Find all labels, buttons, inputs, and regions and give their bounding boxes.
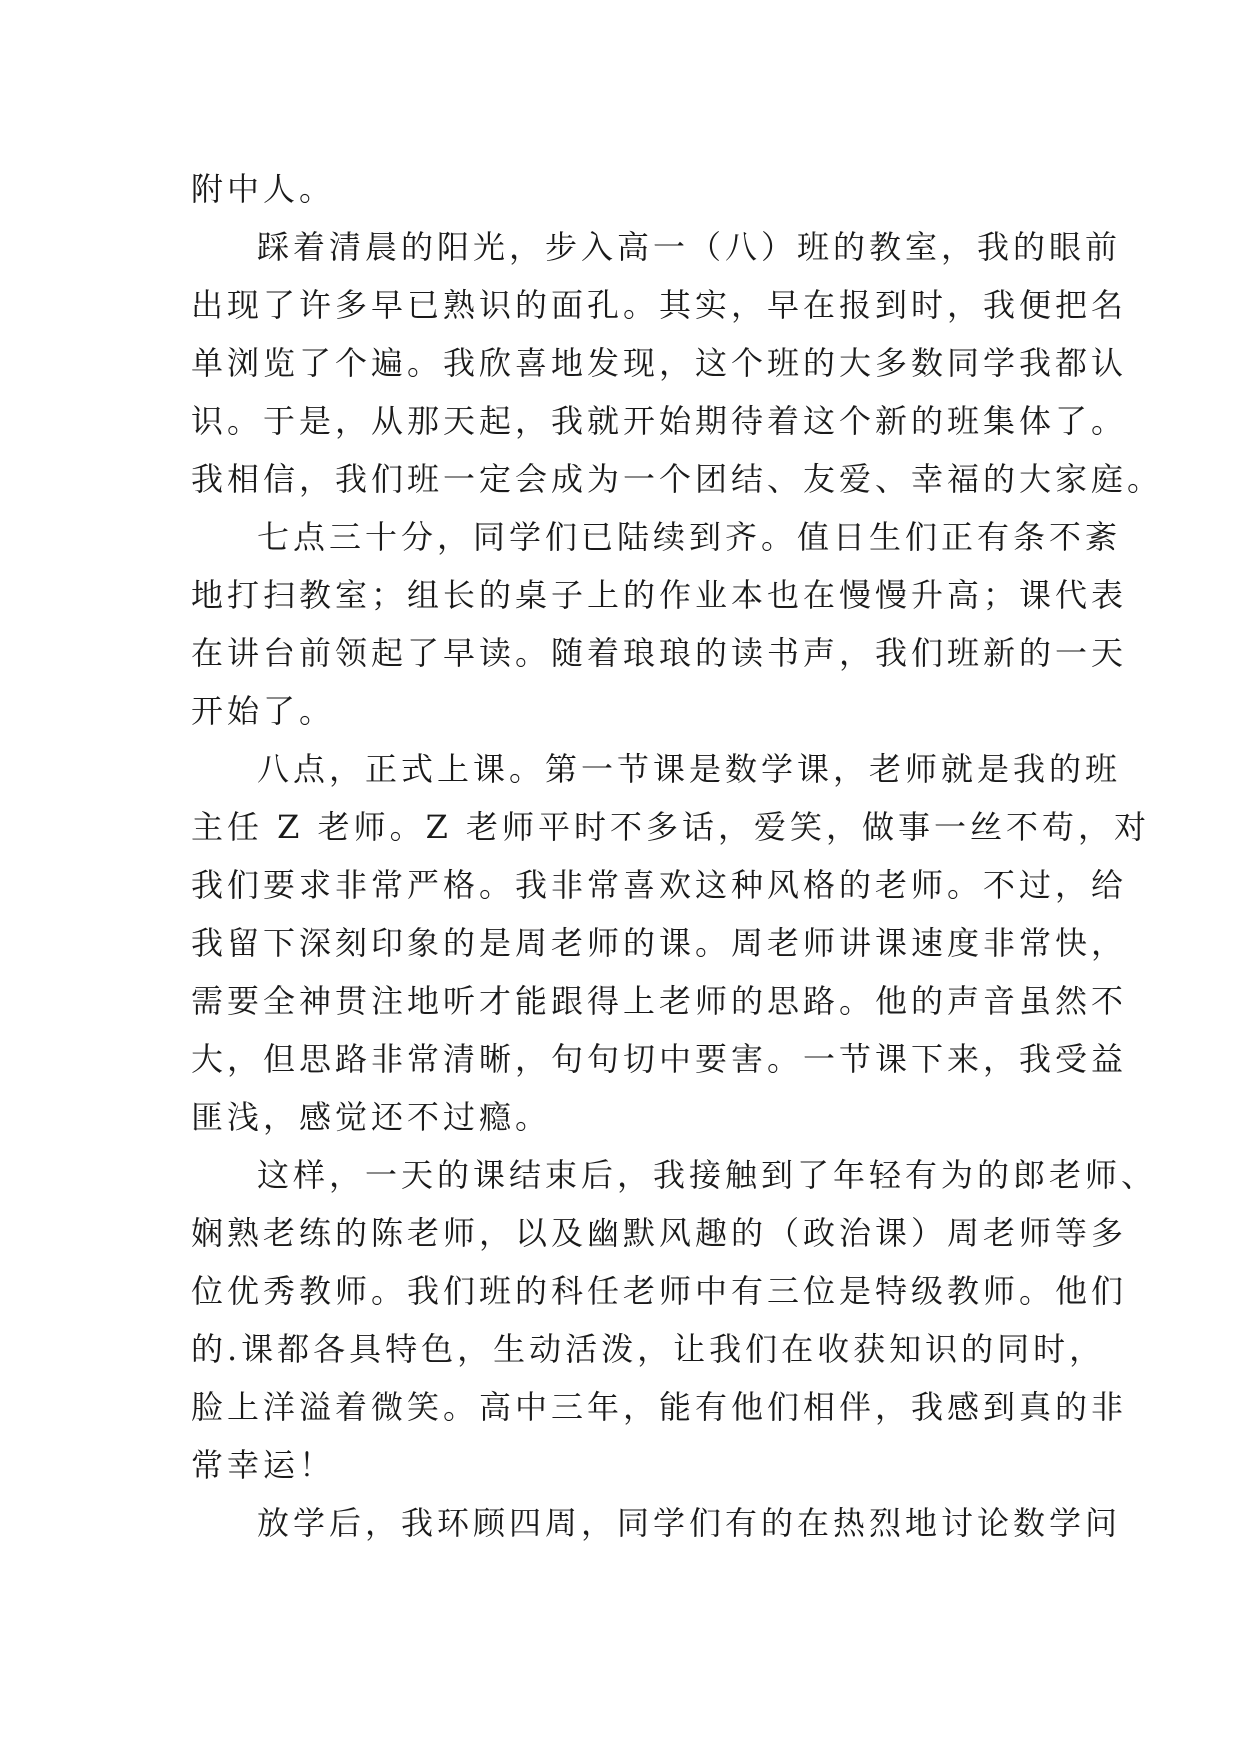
- text-line: 识。于是，从那天起，我就开始期待着这个新的班集体了。: [191, 402, 1128, 440]
- text-line: 附中人。: [191, 170, 336, 208]
- text-line: 七点三十分，同学们已陆续到齐。值日生们正有条不紊: [257, 518, 1122, 556]
- text-line: 大，但思路非常清晰，句句切中要害。一节课下来，我受益: [191, 1040, 1128, 1078]
- text-line: 我们要求非常严格。我非常喜欢这种风格的老师。不过，给: [191, 866, 1128, 904]
- text-line: 单浏览了个遍。我欣喜地发现，这个班的大多数同学我都认: [191, 344, 1128, 382]
- text-line: 这样，一天的课结束后，我接触到了年轻有为的郎老师、: [257, 1156, 1158, 1194]
- text-line: 匪浅，感觉还不过瘾。: [191, 1098, 552, 1136]
- text-line: 娴熟老练的陈老师，以及幽默风趣的（政治课）周老师等多: [191, 1214, 1128, 1252]
- text-line: 出现了许多早已熟识的面孔。其实，早在报到时，我便把名: [191, 286, 1128, 324]
- text-line: 开始了。: [191, 692, 336, 730]
- text-line: 地打扫教室；组长的桌子上的作业本也在慢慢升高；课代表: [191, 576, 1128, 614]
- text-line: 我相信，我们班一定会成为一个团结、友爱、幸福的大家庭。: [191, 460, 1164, 498]
- text-line: 的.课都各具特色，生动活泼，让我们在收获知识的同时，: [191, 1330, 1106, 1368]
- text-line: 八点，正式上课。第一节课是数学课，老师就是我的班: [257, 750, 1122, 788]
- text-line: 踩着清晨的阳光，步入高一（八）班的教室，我的眼前: [257, 228, 1122, 266]
- text-line: 位优秀教师。我们班的科任老师中有三位是特级教师。他们: [191, 1272, 1128, 1310]
- text-line: 主任 Z 老师。Z 老师平时不多话，爱笑，做事一丝不苟，对: [191, 808, 1150, 846]
- text-line: 在讲台前领起了早读。随着琅琅的读书声，我们班新的一天: [191, 634, 1128, 672]
- text-line: 需要全神贯注地听才能跟得上老师的思路。他的声音虽然不: [191, 982, 1128, 1020]
- text-line: 放学后，我环顾四周，同学们有的在热烈地讨论数学问: [257, 1504, 1122, 1542]
- document-body: [191, 160, 1164, 1552]
- text-line: 脸上洋溢着微笑。高中三年，能有他们相伴，我感到真的非: [191, 1388, 1128, 1426]
- text-line: 我留下深刻印象的是周老师的课。周老师讲课速度非常快，: [191, 924, 1128, 962]
- text-line: 常幸运！: [191, 1446, 336, 1484]
